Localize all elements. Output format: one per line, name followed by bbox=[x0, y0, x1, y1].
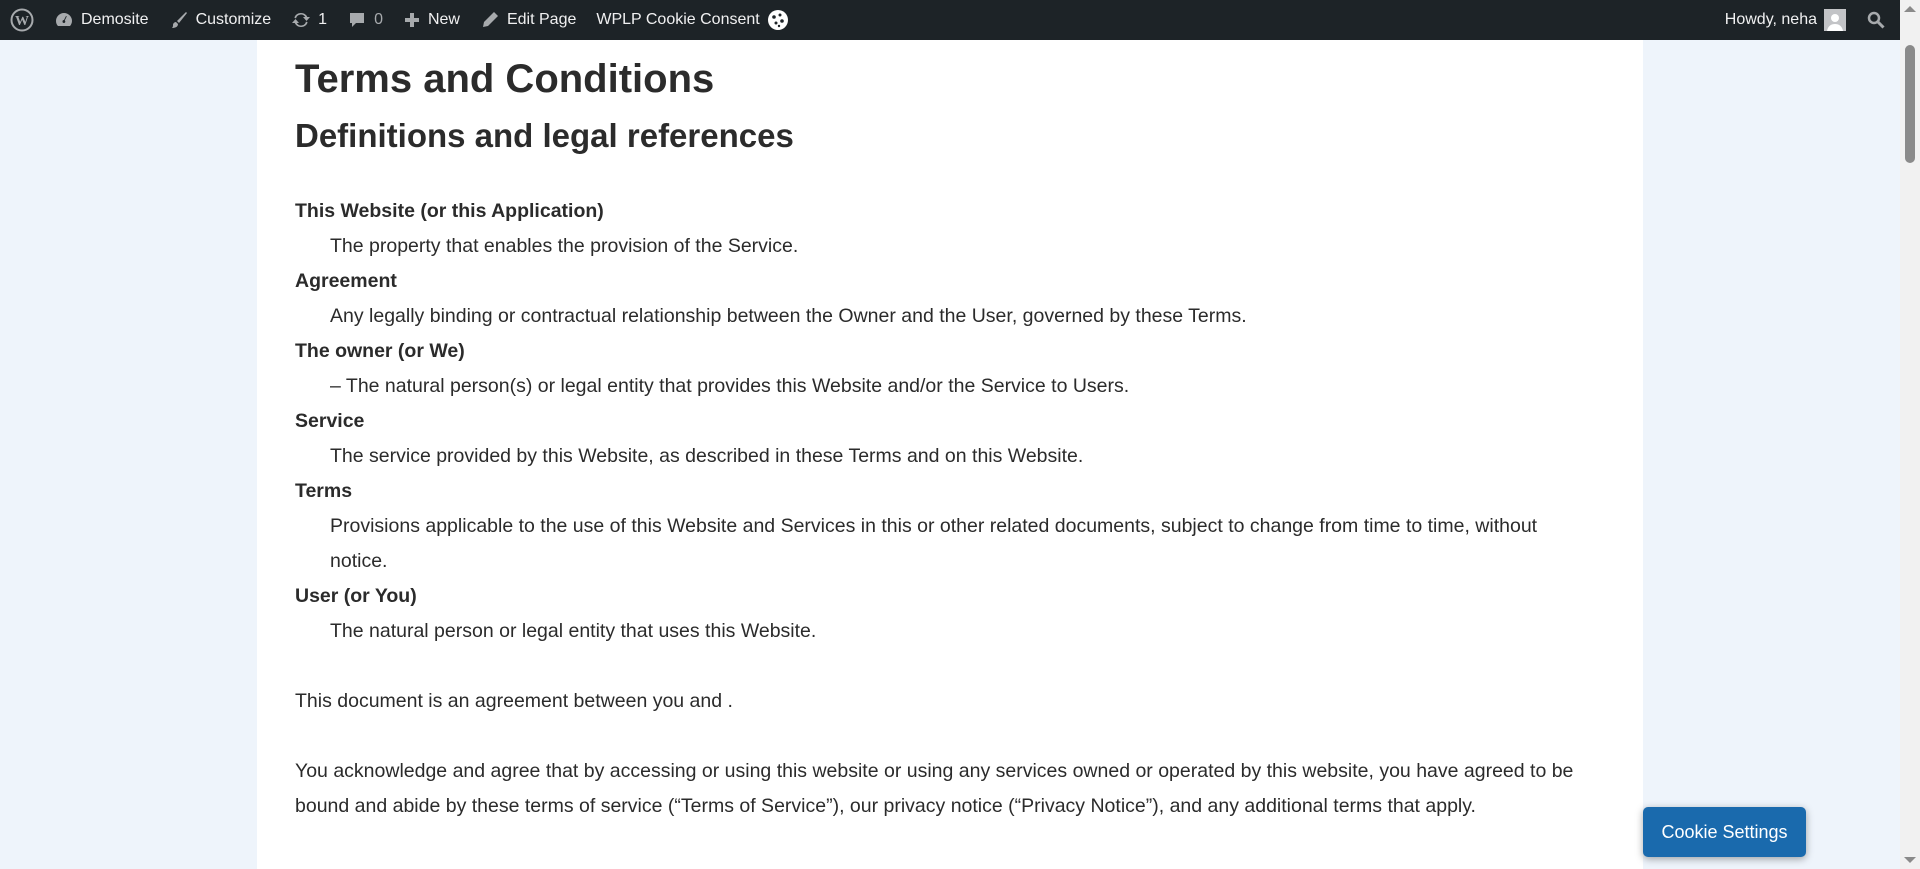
definition-desc: Provisions applicable to the use of this Website and Services in this or other related documents, subject to change from time to time, without notice. bbox=[330, 515, 1538, 572]
definition-term: User (or You) bbox=[295, 585, 417, 607]
updates-link[interactable] bbox=[281, 0, 337, 40]
plus-icon bbox=[403, 11, 421, 29]
scroll-down-arrow-icon[interactable] bbox=[1904, 857, 1916, 863]
site-name: Demosite bbox=[81, 11, 149, 28]
definition-desc: The natural person or legal entity that uses this Website. bbox=[330, 620, 817, 642]
updates-icon bbox=[291, 10, 311, 30]
scrollbar-thumb[interactable] bbox=[1905, 45, 1915, 163]
definitions-list bbox=[295, 194, 1595, 649]
customize-label: Customize bbox=[195, 11, 272, 28]
page-content bbox=[257, 40, 1643, 869]
definition-desc: The property that enables the provision of the Service. bbox=[330, 235, 799, 257]
cookie-icon bbox=[767, 9, 789, 31]
scroll-up-arrow-icon[interactable] bbox=[1904, 6, 1916, 12]
comments-count: 0 bbox=[374, 11, 383, 28]
new-label: New bbox=[427, 11, 460, 28]
vertical-scrollbar[interactable] bbox=[1900, 0, 1920, 869]
definition-desc: – The natural person(s) or legal entity that provides this Website and/or the Service to Users. bbox=[330, 375, 1130, 397]
definition-term: Service bbox=[295, 410, 365, 432]
cookie-consent-label: WPLP Cookie Consent bbox=[596, 11, 760, 28]
site-name-link[interactable] bbox=[44, 0, 159, 40]
customize-link[interactable] bbox=[159, 0, 282, 40]
acknowledgement-paragraph: You acknowledge and agree that by accessing or using this website or using any services owned or operated by this website, you have agreed to be bound and abide by these terms of service (“Terms of Service”), our privacy notice (“Privacy Notice”), and any additional terms that apply. bbox=[295, 760, 1574, 817]
definition-desc: The service provided by this Website, as described in these Terms and on this Website. bbox=[330, 445, 1084, 467]
my-account-link[interactable] bbox=[1715, 0, 1856, 40]
avatar bbox=[1824, 9, 1846, 31]
comment-icon bbox=[347, 10, 367, 30]
definition-term: Terms bbox=[295, 480, 353, 502]
search-icon bbox=[1866, 10, 1886, 30]
pencil-icon bbox=[480, 10, 500, 30]
brush-icon bbox=[169, 10, 189, 30]
agreement-paragraph: This document is an agreement between you and . bbox=[295, 690, 733, 712]
wordpress-icon bbox=[10, 8, 34, 32]
new-content-link[interactable] bbox=[393, 0, 470, 40]
wordpress-logo-button[interactable] bbox=[0, 0, 44, 40]
search-button[interactable] bbox=[1856, 0, 1900, 40]
definition-term: This Website (or this Application) bbox=[295, 200, 604, 222]
comments-link[interactable] bbox=[337, 0, 393, 40]
howdy-label: Howdy, neha bbox=[1724, 11, 1817, 28]
updates-count: 1 bbox=[318, 11, 328, 28]
page-title: Terms and Conditions bbox=[295, 57, 715, 101]
definition-term: The owner (or We) bbox=[295, 340, 465, 362]
cookie-settings-button[interactable]: Cookie Settings bbox=[1643, 807, 1806, 857]
edit-page-label: Edit Page bbox=[506, 11, 577, 28]
section-heading: Definitions and legal references bbox=[295, 117, 794, 154]
dashboard-icon bbox=[54, 10, 74, 30]
definition-desc: Any legally binding or contractual relationship between the Owner and the User, governed by these Terms. bbox=[330, 305, 1247, 327]
svg-text:W: W bbox=[15, 14, 29, 29]
cookie-consent-link[interactable] bbox=[586, 0, 798, 40]
definition-term: Agreement bbox=[295, 270, 397, 292]
admin-bar bbox=[0, 0, 1900, 40]
edit-page-link[interactable] bbox=[470, 0, 586, 40]
